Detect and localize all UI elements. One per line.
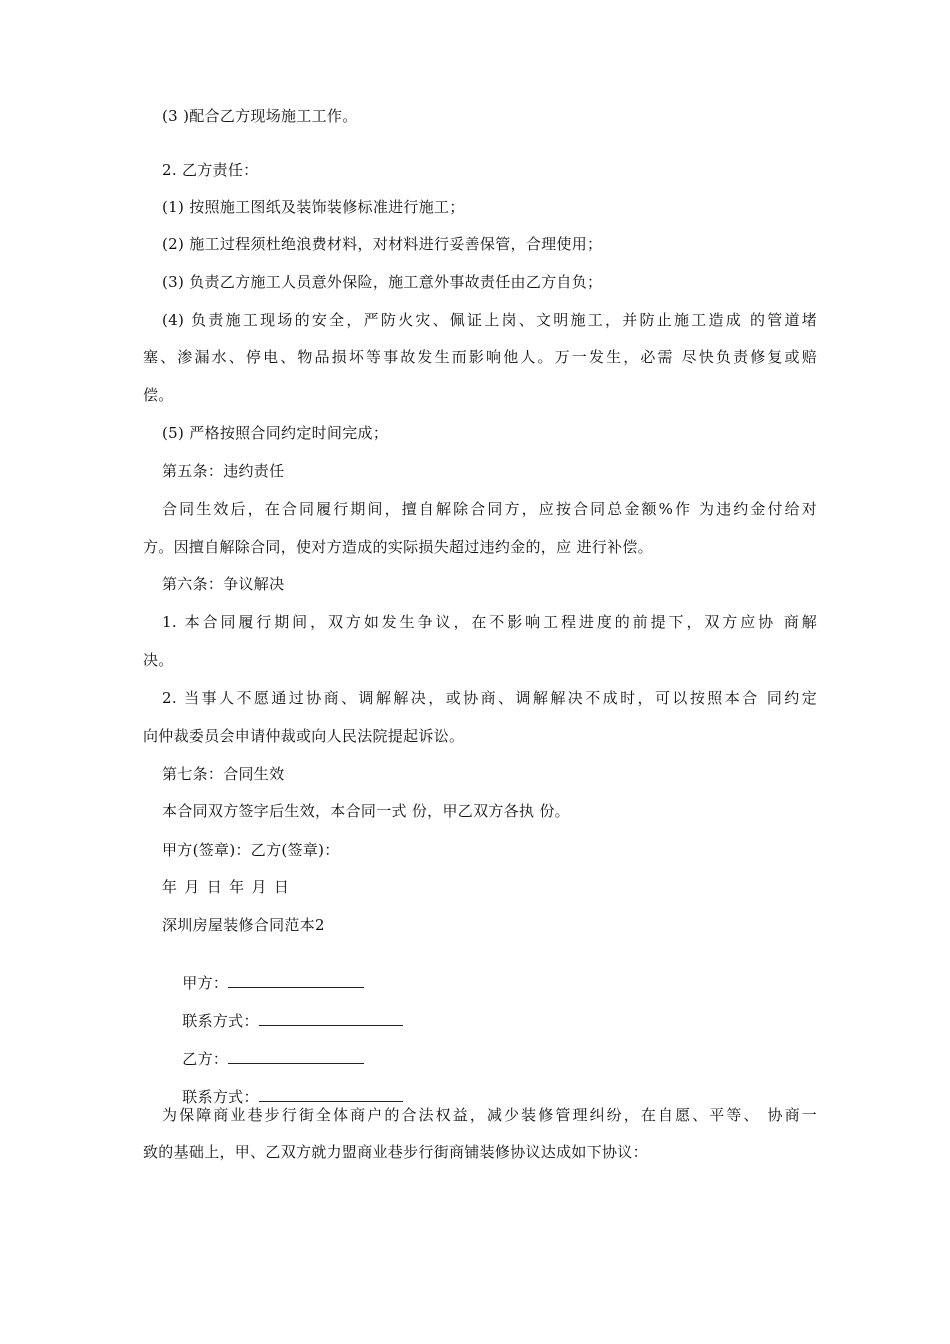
text-line: (1) 按照施工图纸及装饰装修标准进行施工； [162,198,465,216]
text-line: 合同生效后，在合同履行期间，擅自解除合同方，应按合同总金额%作 为违约金付给对 [162,500,817,518]
party-a-blank [228,973,364,988]
party-b-blank [228,1049,364,1064]
text-line: 1. 本合同履行期间，双方如发生争议，在不影响工程进度的前提下，双方应协 商解 [162,613,817,631]
text-line: 为保障商业巷步行街全体商户的合法权益，减少装修管理纠纷，在自愿、平等、 协商一 [162,1106,817,1124]
text-line: 向仲裁委员会申请仲裁或向人民法院提起诉讼。 [143,727,465,745]
text-line: (3) 负责乙方施工人员意外保险，施工意外事故责任由乙方自负； [162,273,603,291]
contact-b-label: 联系方式： [182,1088,259,1106]
date-line: 年 月 日 年 月 日 [162,878,290,896]
text-line: (5) 严格按照合同约定时间完成； [162,424,389,442]
document-title: 深圳房屋装修合同范本2 [162,916,325,934]
text-line: (3 )配合乙方现场施工工作。 [162,107,358,125]
text-line: (2) 施工过程须杜绝浪费材料，对材料进行妥善保管，合理使用； [162,235,603,253]
article-heading: 第五条：违约责任 [162,462,285,480]
contact-b-blank [259,1087,403,1102]
article-heading: 第七条：合同生效 [162,765,285,783]
contact-a-blank [259,1011,403,1026]
text-line: 方。因擅自解除合同，使对方造成的实际损失超过违约金的，应 进行补偿。 [143,538,653,556]
party-a-label: 甲方： [182,974,229,992]
party-b-label: 乙方： [182,1050,229,1068]
text-line: 决。 [143,651,174,669]
text-line: 本合同双方签字后生效，本合同一式 份，甲乙双方各执 份。 [162,802,570,820]
text-line: 致的基础上，甲、乙双方就力盟商业巷步行街商铺装修协议达成如下协议： [143,1143,648,1161]
text-line: 2. 当事人不愿通过协商、调解解决，或协商、调解解决不成时，可以按照本合 同约定 [162,689,817,707]
section-heading: 2. 乙方责任： [162,161,259,179]
signature-line: 甲方(签章)：乙方(签章)： [162,841,340,859]
text-line: 偿。 [143,386,174,404]
article-heading: 第六条：争议解决 [162,575,285,593]
text-line: 塞、渗漏水、停电、物品损坏等事故发生而影响他人。万一发生，必需 尽快负责修复或赔 [143,348,817,366]
text-line: (4) 负责施工现场的安全，严防火灾、佩证上岗、文明施工，并防止施工造成 的管道堵 [162,311,817,329]
contact-a-label: 联系方式： [182,1012,259,1030]
